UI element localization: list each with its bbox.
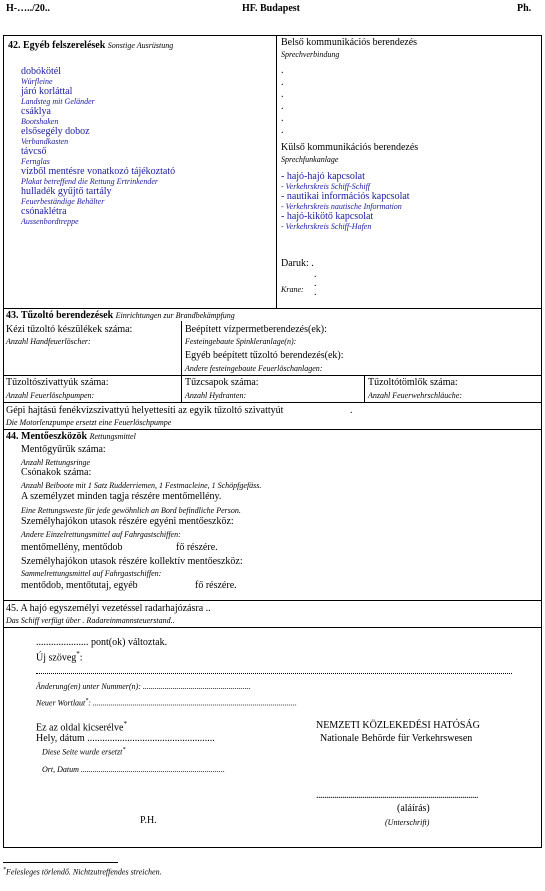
signature-label: (aláírás) xyxy=(397,803,430,814)
list-item: hulladék gyűjtő tartály Feuerbeständige Behälter xyxy=(21,186,112,206)
frame-left xyxy=(3,35,4,847)
changed-points: ..................... pont(ok) változtak. xyxy=(36,637,168,648)
frame-right xyxy=(541,35,542,847)
signature-label-de: (Unterschrift) xyxy=(385,818,430,827)
outer-comm-title: Külső kommunikációs berendezés xyxy=(281,142,419,153)
authority-name-de: Nationale Behörde für Verkehrswesen xyxy=(320,733,473,744)
list-item: csáklya Bootshaken xyxy=(21,106,59,126)
inner-comm-dots: . . . . . . xyxy=(281,65,284,136)
vest-label: A személyzet minden tagja részére mentőmellény. xyxy=(21,491,222,502)
list-item: járó korláttal Landsteg mit Geländer xyxy=(21,86,95,106)
motor-pump-dot: . xyxy=(350,405,353,416)
new-text-line xyxy=(36,673,512,674)
rule-43c xyxy=(3,402,542,403)
hydrants-label: Tűzcsapok száma: xyxy=(185,377,259,388)
header-ph: Ph. xyxy=(517,3,532,14)
frame-top xyxy=(3,35,542,36)
divider-43c xyxy=(364,375,365,402)
indiv-label-de: Andere Einzelrettungsmittel auf Fahrgastschiffen: xyxy=(21,530,181,539)
replaced-de: Diese Seite wurde ersetzt* xyxy=(42,747,126,757)
coll-value-persons: fő részére. xyxy=(195,580,237,591)
coll-value: mentődob, mentőtutaj, egyéb xyxy=(21,580,138,591)
footnote: *Felesleges törlendő. Nichtzutreffendes streichen. xyxy=(3,867,162,877)
krane-label: Krane: xyxy=(281,285,304,294)
daruk-label: Daruk: . xyxy=(281,258,314,269)
rule-43 xyxy=(3,308,542,309)
other-systems-label: Egyéb beépített tűzoltó berendezés(ek): xyxy=(185,350,344,361)
s42-items xyxy=(21,66,175,226)
list-item: dobókötél Würfleine xyxy=(21,66,61,86)
boats-label: Csónakok száma: xyxy=(21,467,92,478)
divider-43a xyxy=(181,321,182,375)
rule-43b xyxy=(3,375,542,376)
hand-extinguishers-label-de: Anzahl Handfeuerlöscher: xyxy=(6,337,91,346)
indiv-value: mentőmellény, mentődob xyxy=(21,542,123,553)
place-date-label: Hely, dátum ................................................... xyxy=(36,733,215,744)
new-wording-de: Neuer Wortlaut*: ...................................................................................................... xyxy=(36,698,297,708)
hand-extinguishers-label: Kézi tűzoltó készülékek száma: xyxy=(6,324,133,335)
list-item: - hajó-kikötő kapcsolat - Verkehrskreis Schiff-Hafen xyxy=(281,211,374,231)
frame-bottom xyxy=(3,847,542,848)
s43-title: 43. Tűzoltó berendezések Einrichtungen zur Brandbekämpfung xyxy=(6,310,235,321)
divider-42 xyxy=(276,35,277,308)
list-item: vízből mentésre vonatkozó tájékoztató Plakat betreffend die Rettung Ertrinkender xyxy=(21,166,176,186)
outer-comm-items xyxy=(281,171,410,231)
s44-title: 44. Mentőeszközök Rettungsmittel xyxy=(6,431,136,442)
rings-label-de: Anzahl Rettungsringe xyxy=(21,458,91,467)
authority-name: NEMZETI KÖZLEKEDÉSI HATÓSÁG xyxy=(316,720,480,731)
list-item: csónaklétra Aussenbordtreppe xyxy=(21,206,79,226)
indiv-label: Személyhajókon utasok részére egyéni mentőeszköz: xyxy=(21,516,234,527)
list-item: - hajó-hajó kapcsolat - Verkehrskreis Schiff-Schiff xyxy=(281,171,371,191)
krane-dots: . . . xyxy=(314,269,317,298)
list-item: távcső Fernglas xyxy=(21,146,50,166)
vest-label-de: Eine Rettungsweste für jede gewöhnlich an Bord befindliche Person. xyxy=(21,506,241,515)
pumps-label-de: Anzahl Feuerlöschpumpen: xyxy=(6,391,95,400)
stamp-place: P.H. xyxy=(140,815,157,826)
s42-title: 42. Egyéb felszerelések Sonstige Ausrüstung xyxy=(8,40,174,51)
divider-43b xyxy=(181,375,182,402)
hydrants-label-de: Anzahl Hydranten: xyxy=(185,391,247,400)
inner-comm-title: Belső kommunikációs berendezés xyxy=(281,37,418,48)
sprinkler-label-de: Festeingebaute Spinkleranlage(n): xyxy=(185,337,297,346)
place-date-de: Ort, Datum ........................................................................ xyxy=(42,765,225,774)
rule-44 xyxy=(3,429,542,430)
hoses-label-de: Anzahl Feuerwehrschläuche: xyxy=(368,391,462,400)
changes-numbers-de: Änderung(en) unter Nummer(n): ...................................................... xyxy=(36,682,251,691)
outer-comm-title-de: Sprechfunkanlage xyxy=(281,155,339,164)
motor-pump-label: Gépi hajtású fenékvízszivattyú helyettesíti az egyik tűzoltó szivattyút xyxy=(6,405,284,416)
replaced-label: Ez az oldal kicserélve* xyxy=(36,720,127,734)
other-systems-label-de: Andere festeingebaute Feuerlöschanlagen: xyxy=(185,364,323,373)
inner-comm-title-de: Sprechverbindung xyxy=(281,50,340,59)
s45-title: 45. A hajó egyszemélyi vezetéssel radarhajózásra .. xyxy=(6,603,211,614)
coll-label-de: Sammelrettungsmittel auf Fahrgastschiffen: xyxy=(21,569,162,578)
coll-label: Személyhajókon utasok részére kollektív mentőeszköz: xyxy=(21,556,243,567)
sprinkler-label: Beépített vízpermetberendezés(ek): xyxy=(185,324,327,335)
list-item: - nautikai információs kapcsolat - Verkehrskreis nautische Information xyxy=(281,191,410,211)
rule-changes xyxy=(3,627,542,628)
rule-45 xyxy=(3,600,542,601)
hoses-label: Tűzoltótömlők száma: xyxy=(368,377,458,388)
s45-title-de: Das Schiff verfügt über . Radareinmannsteuerstand.. xyxy=(6,616,175,625)
indiv-value-persons: fő részére. xyxy=(176,542,218,553)
header-ref: H-…../20.. xyxy=(6,3,50,14)
header-office: HF. Budapest xyxy=(242,3,300,14)
signature-line: ................................................................................. xyxy=(316,790,478,801)
footnote-rule xyxy=(3,862,118,863)
motor-pump-label-de: Die Motorlenzpumpe ersetzt eine Feuerlöschpumpe xyxy=(6,418,172,427)
list-item: elsősegély doboz Verbandkasten xyxy=(21,126,90,146)
rings-label: Mentőgyűrűk száma: xyxy=(21,444,106,455)
pumps-label: Tűzoltószivattyúk száma: xyxy=(6,377,109,388)
new-text-label: Új szöveg*: xyxy=(36,650,83,664)
boats-label-de: Anzahl Beiboote mit 1 Satz Rudderriemen, 1 Festmacleine, 1 Schöpfgefäss. xyxy=(21,481,262,490)
